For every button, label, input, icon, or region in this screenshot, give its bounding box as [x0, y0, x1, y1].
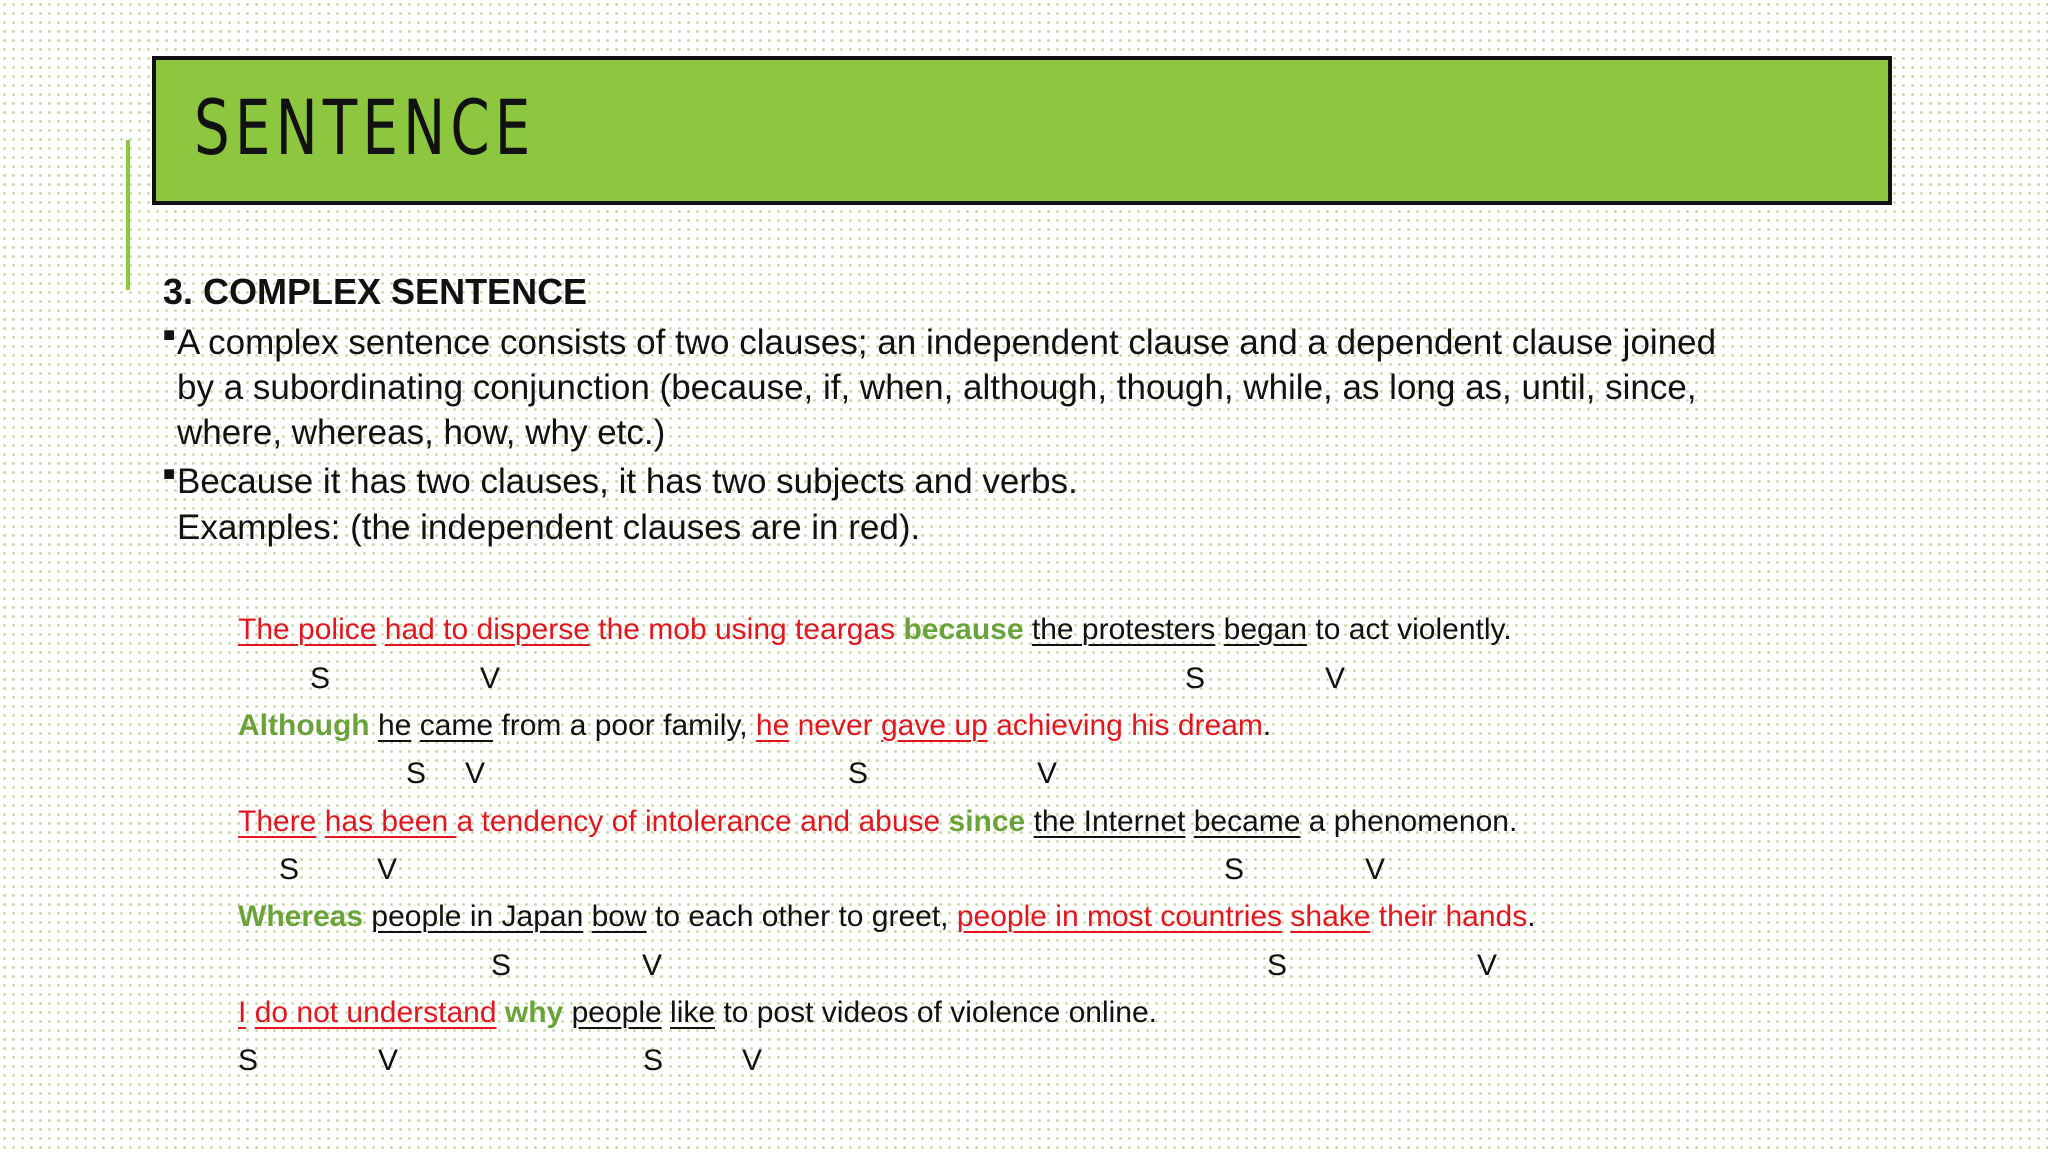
verb-marker: V	[1325, 662, 1346, 695]
sentence-segment: to each other to greet,	[646, 900, 957, 933]
sentence-segment: because	[903, 613, 1024, 646]
sentence-segment	[370, 709, 378, 742]
sentence-segment	[376, 613, 384, 646]
sentence-segment	[411, 709, 419, 742]
sentence-segment: gave up	[881, 709, 988, 742]
example-sentence-1	[238, 610, 1512, 650]
slide-body	[163, 268, 1863, 552]
sentence-segment: a phenomenon.	[1300, 805, 1518, 838]
verb-marker: V	[1477, 949, 1498, 982]
bullet-text: A complex sentence consists of two clauses; an independent clause and a dependent clause joined by a subordinating conjunction (because, if, when, although, though, while, as long as, until, since, where, whereas, how, why etc.)	[177, 323, 1717, 452]
subject-marker: S	[848, 757, 869, 790]
sentence-segment: the mob using teargas	[589, 613, 904, 646]
subject-marker: S	[406, 757, 427, 790]
verb-marker: V	[742, 1044, 763, 1077]
sentence-segment: the protesters	[1031, 613, 1216, 646]
sentence-segment: people in most countries	[956, 900, 1283, 933]
verb-marker: V	[465, 757, 486, 790]
examples-intro: Examples: (the independent clauses are in red).	[177, 508, 921, 547]
sentence-segment: their hands	[1370, 900, 1528, 933]
verb-marker: V	[377, 853, 398, 886]
sentence-segment: .	[1262, 709, 1272, 742]
sentence-segment	[583, 900, 591, 933]
sentence-segment: I	[238, 996, 247, 1029]
sentence-segment	[1185, 805, 1193, 838]
bullet-two-clauses	[163, 459, 1863, 504]
subject-marker: S	[1267, 949, 1288, 982]
sentence-segment: never	[789, 709, 881, 742]
bullet-definition	[163, 320, 1863, 455]
sentence-segment: to post videos of violence online.	[715, 996, 1158, 1029]
sentence-segment: became	[1193, 805, 1301, 838]
sentence-segment: why	[504, 996, 564, 1029]
example-sentence-4	[238, 897, 1536, 937]
sentence-segment: a tendency of intolerance and abuse	[456, 805, 949, 838]
sentence-segment	[1024, 613, 1032, 646]
sentence-segment	[246, 996, 254, 1029]
sentence-segment: like	[670, 996, 716, 1029]
title-bar	[152, 56, 1892, 205]
verb-marker: V	[1365, 853, 1386, 886]
sentence-segment: since	[948, 805, 1026, 838]
sentence-segment: has been	[324, 805, 457, 838]
subject-marker: S	[643, 1044, 664, 1077]
sentence-segment: shake	[1290, 900, 1371, 933]
slide-title: SENTENCE	[194, 83, 536, 172]
subject-marker: S	[491, 949, 512, 982]
square-bullet-icon: ■	[163, 463, 176, 485]
sentence-segment	[1025, 805, 1033, 838]
sentence-segment: The police	[238, 613, 377, 646]
verb-marker: V	[378, 1044, 399, 1077]
subject-marker: S	[238, 1044, 259, 1077]
sentence-segment	[316, 805, 324, 838]
sentence-segment: Although	[238, 709, 370, 742]
sentence-segment: he	[755, 709, 790, 742]
sentence-segment: had to disperse	[384, 613, 590, 646]
sentence-segment: There	[238, 805, 317, 838]
bullet-text: Because it has two clauses, it has two subjects and verbs.	[177, 462, 1078, 501]
sentence-segment: .	[1527, 900, 1536, 933]
sentence-segment	[662, 996, 670, 1029]
subject-marker: S	[1224, 853, 1245, 886]
sentence-segment	[497, 996, 505, 1029]
example-sentence-2	[238, 706, 1271, 746]
sentence-segment: to act violently.	[1307, 613, 1512, 646]
title-accent-line	[126, 140, 130, 290]
sentence-segment	[563, 996, 571, 1029]
subject-marker: S	[1185, 662, 1206, 695]
square-bullet-icon: ■	[163, 324, 176, 346]
sentence-segment: he	[377, 709, 412, 742]
subject-marker: S	[310, 662, 331, 695]
example-sentence-5	[238, 993, 1157, 1033]
sentence-segment: the Internet	[1033, 805, 1186, 838]
example-sentence-3	[238, 802, 1517, 842]
subject-marker: S	[279, 853, 300, 886]
verb-marker: V	[1037, 757, 1058, 790]
sentence-segment	[1215, 613, 1223, 646]
sentence-segment: began	[1223, 613, 1308, 646]
verb-marker: V	[642, 949, 663, 982]
verb-marker: V	[480, 662, 501, 695]
sentence-segment: came	[419, 709, 494, 742]
sentence-segment: people in Japan	[371, 900, 584, 933]
sentence-segment: from a poor family,	[493, 709, 756, 742]
sentence-segment: achieving his dream	[987, 709, 1263, 742]
sentence-segment: Whereas	[238, 900, 364, 933]
section-heading: 3. COMPLEX SENTENCE	[163, 271, 588, 312]
sentence-segment: people	[571, 996, 662, 1029]
sentence-segment: do not understand	[254, 996, 497, 1029]
sentence-segment: bow	[591, 900, 647, 933]
